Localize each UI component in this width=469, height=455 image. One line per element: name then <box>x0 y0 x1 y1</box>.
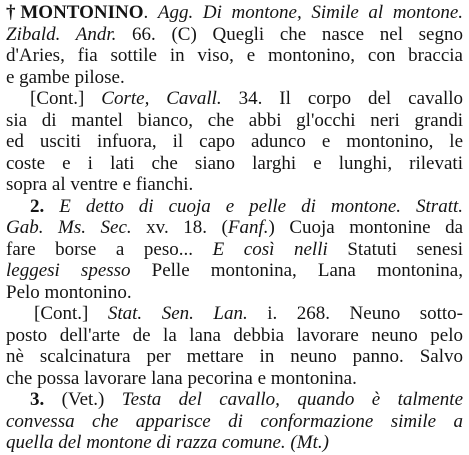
text-span: leggesi spesso <box>6 260 131 281</box>
entry-line-14 <box>6 282 132 304</box>
text-span: xv. 18. ( <box>131 217 228 238</box>
citation-source: Zibald. Andr. <box>6 23 117 45</box>
entry-line-20 <box>6 411 463 433</box>
text-span: i. 268. Neuno sotto- <box>247 303 463 324</box>
entry-line-3 <box>6 45 463 67</box>
text-span: Pelo montonino. <box>6 281 132 303</box>
entry-line-13 <box>6 260 463 282</box>
text-span: (Vet.) <box>61 389 122 410</box>
entry-line-10 <box>30 196 463 218</box>
text-span: E detto di cuoja e pelle di montone. Stratt. <box>59 195 463 217</box>
text-span: 66. (C) Quegli che nasce nel segno <box>116 23 463 45</box>
text-span: nè scalcinatura per mettare in neuno panno. Salvo <box>6 346 463 367</box>
entry-line-2 <box>6 24 463 46</box>
sense-number: 3. <box>30 389 62 410</box>
text-span: Statuti senesi <box>327 238 464 260</box>
entry-line-4 <box>6 67 125 89</box>
entry-line-15 <box>34 303 463 325</box>
entry-line-18 <box>6 368 357 390</box>
entry-line-8 <box>6 153 463 175</box>
text-span: ed usciti infuora, il capo adunco e montonino, le <box>6 131 463 152</box>
text-span: convessa che apparisce di conformazione simile a <box>6 410 463 432</box>
entry-line-17 <box>6 346 463 368</box>
obsolete-dagger-mark: † <box>6 2 21 23</box>
entry-line-12 <box>6 239 463 261</box>
entry-line-19 <box>30 389 463 411</box>
text-span: Testa del cavallo, quando è talmente <box>121 389 463 410</box>
headword-period: . <box>143 2 158 23</box>
text-span: sia di mantel bianco, che abbi gl'occhi neri grandi <box>6 109 463 131</box>
citation-source: Fanf. <box>227 217 269 238</box>
entry-line-6 <box>6 110 463 132</box>
citation-source: Stat. Sen. Lan. <box>107 303 248 324</box>
citation-source: Corte, Cavall. <box>101 88 222 109</box>
entry-line-9 <box>6 174 193 196</box>
entry-line-16 <box>6 325 463 347</box>
text-span: quella del montone di razza comune. (Mt.) <box>6 432 329 453</box>
text-span: [Cont.] <box>30 88 102 109</box>
text-span: che possa lavorare lana pecorina e montonina. <box>6 367 357 389</box>
text-span: e gambe pilose. <box>6 66 125 88</box>
text-span: sopra al ventre e fianchi. <box>6 174 194 195</box>
text-span: 34. Il corpo del cavallo <box>221 88 463 109</box>
entry-line-11 <box>6 217 463 239</box>
entry-line-1 <box>6 2 463 24</box>
text-span: d'Aries, fia sottile in viso, e montonino, con braccia <box>6 45 463 66</box>
text-span: [Cont.] <box>34 303 108 324</box>
text-span: E così nelli <box>212 238 328 260</box>
text-span: fare borse a peso... <box>6 238 213 260</box>
text-span: Pelle montonina, Lana montonina, <box>130 260 463 281</box>
sense-number: 2. <box>30 195 60 217</box>
text-span: posto dell'arte de la lana debbia lavorare neuno pelo <box>6 324 463 346</box>
headword: MONTONINO <box>20 2 144 23</box>
text-span: ) Cuoja montonine da <box>268 217 464 238</box>
text-span: Agg. Di montone, Simile al montone. <box>157 2 464 23</box>
entry-line-5 <box>30 88 463 110</box>
citation-source: Gab. Ms. Sec. <box>6 217 132 238</box>
entry-line-7 <box>6 131 463 153</box>
text-span: coste e i lati che siano larghi e lunghi, rilevati <box>6 152 463 174</box>
entry-line-21 <box>6 432 329 454</box>
